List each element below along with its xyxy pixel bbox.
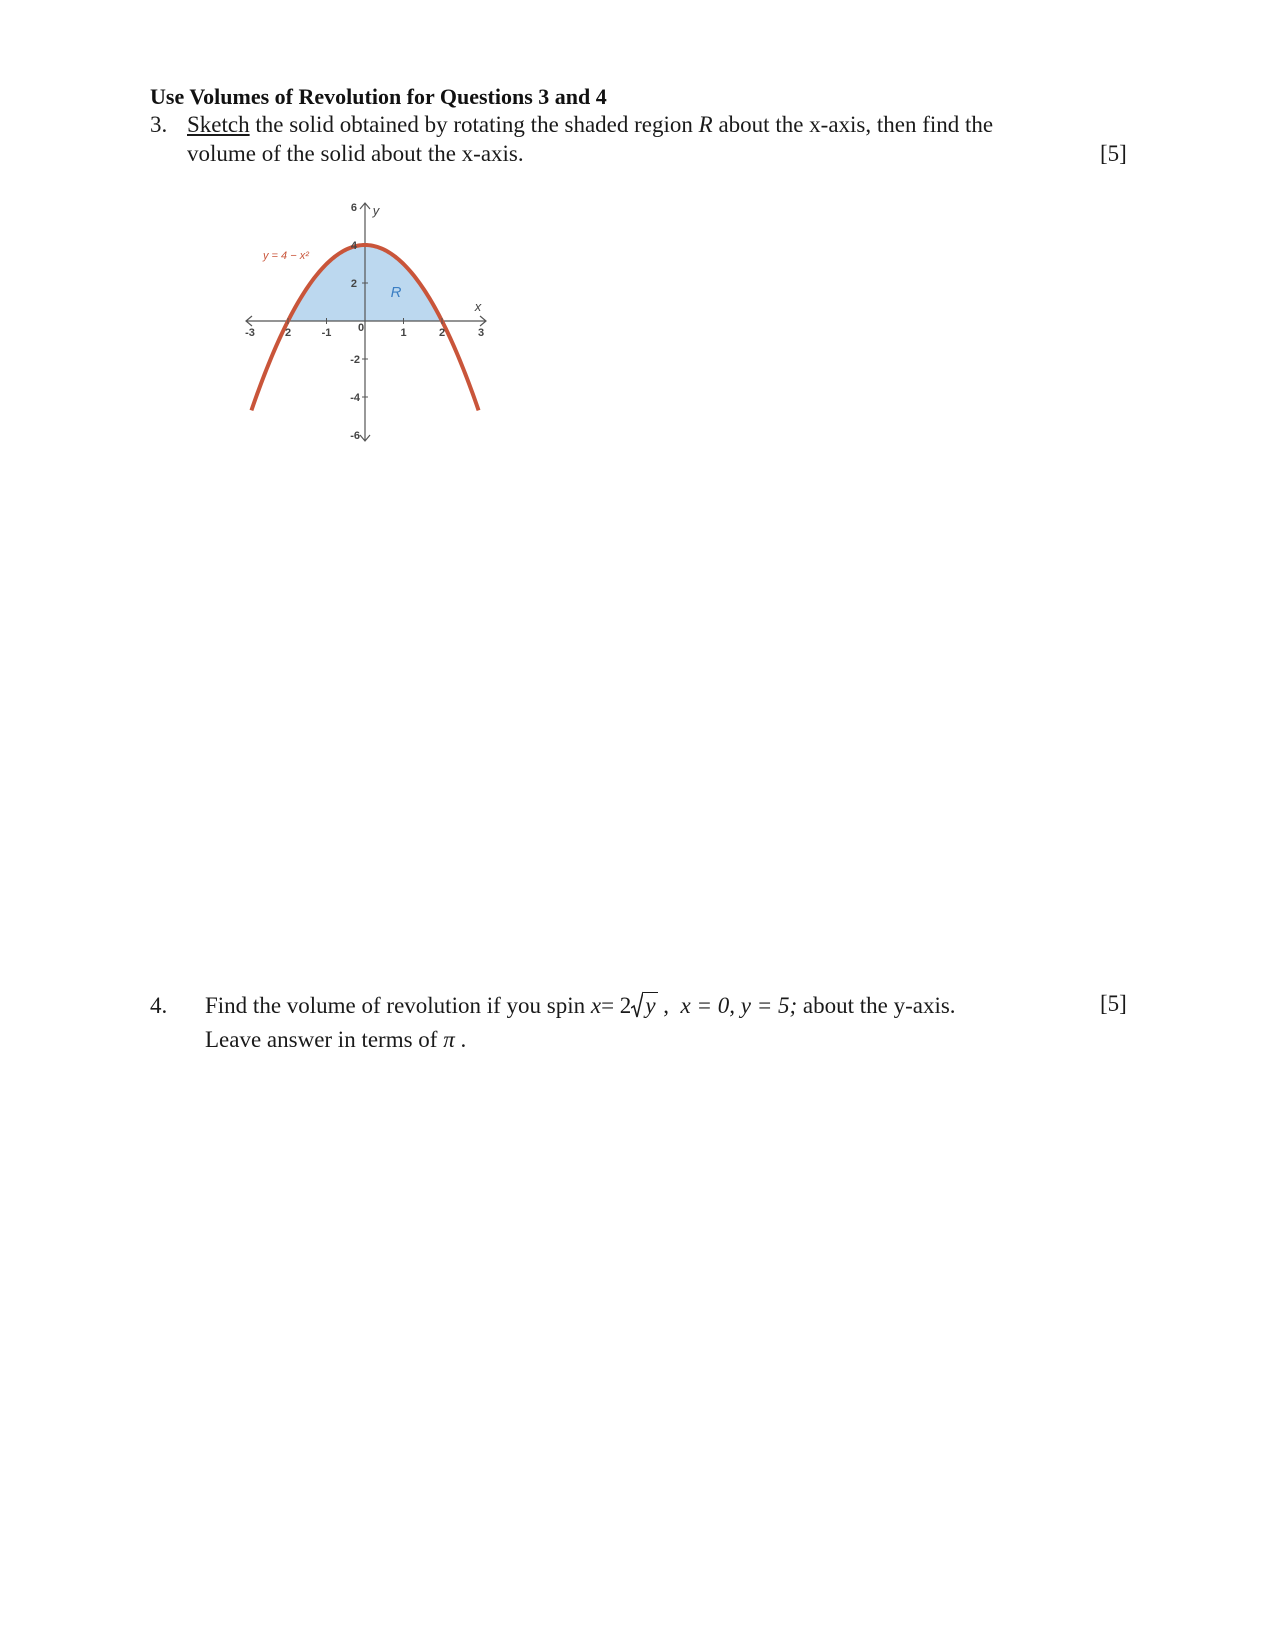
sketch-word: Sketch bbox=[187, 112, 250, 137]
y-tick-label: -2 bbox=[350, 354, 360, 366]
question-4-marks: [5] bbox=[1100, 991, 1127, 1016]
y-tick-label: 2 bbox=[350, 278, 357, 290]
radicand: y bbox=[645, 993, 656, 1018]
x-tick-label: 1 bbox=[400, 327, 407, 339]
radical-sign-icon bbox=[631, 991, 643, 1019]
equation-x-var: x bbox=[590, 993, 602, 1018]
y-tick-label: -4 bbox=[350, 392, 360, 404]
y-tick-label: 4 bbox=[350, 240, 357, 252]
question-4-line-1 bbox=[205, 991, 956, 1019]
question-3-line-1 bbox=[187, 112, 993, 138]
q4-line2-text: Leave answer in terms of bbox=[205, 1027, 444, 1052]
y-tick-label: 6 bbox=[350, 202, 357, 214]
question-3-number: 3. bbox=[150, 112, 168, 137]
y-tick-label: -6 bbox=[350, 430, 360, 442]
parabola-graph bbox=[230, 195, 530, 465]
question-4-line-2 bbox=[205, 1027, 466, 1053]
equation-2: x = 0, y = 5; bbox=[680, 993, 798, 1018]
x-tick-label: -1 bbox=[321, 327, 332, 339]
question-3-marks: [5] bbox=[1100, 141, 1127, 166]
region-variable: R bbox=[698, 112, 713, 137]
q3-text-a: the solid obtained by rotating the shaded region bbox=[249, 112, 699, 137]
equation-separator: , bbox=[657, 993, 670, 1018]
square-root bbox=[631, 991, 657, 1019]
region-r-label: R bbox=[390, 284, 402, 301]
q4-line2-end: . bbox=[454, 1027, 467, 1052]
q3-text-b: about the x-axis, then find the bbox=[712, 112, 994, 137]
x-tick-label: -3 bbox=[245, 327, 255, 339]
x-tick-label: 2 bbox=[284, 327, 292, 339]
question-3-line-2: volume of the solid about the x-axis. bbox=[187, 141, 524, 166]
section-heading: Use Volumes of Revolution for Questions 3 and 4 bbox=[150, 84, 607, 109]
y-axis-label: y bbox=[372, 203, 380, 218]
x-tick-label: 3 bbox=[477, 327, 485, 339]
q4-text-b: about the y-axis. bbox=[797, 993, 956, 1018]
x-tick-label: 2 bbox=[438, 327, 446, 339]
curve-equation-label: y = 4 − x² bbox=[263, 250, 309, 262]
question-4-number: 4. bbox=[150, 993, 168, 1018]
x-tick-label: 0 bbox=[357, 322, 365, 334]
pi-symbol: π bbox=[443, 1027, 455, 1052]
q4-text-a: Find the volume of revolution if you spin bbox=[205, 993, 591, 1018]
equation-coefficient: = 2 bbox=[601, 993, 632, 1018]
x-axis-label: x bbox=[474, 299, 482, 314]
